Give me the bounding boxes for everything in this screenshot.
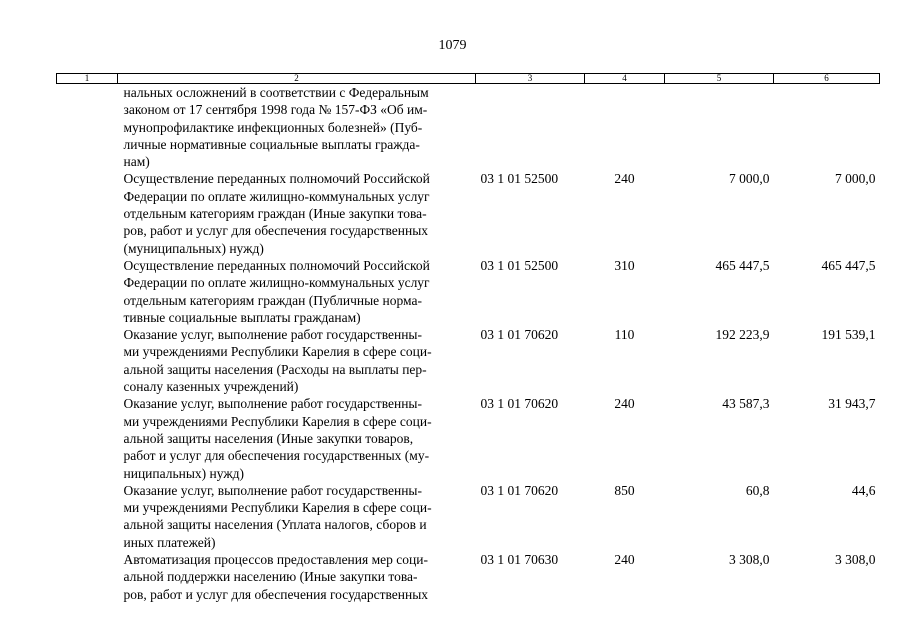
amount-year-2: 44,6 bbox=[851, 482, 876, 498]
column-header-1: 1 bbox=[57, 74, 118, 84]
amount-year-2: 191 539,1 bbox=[821, 327, 876, 343]
description-line: ров, работ и услуг для обеспечения государственных bbox=[123, 586, 429, 602]
amount-year-1: 192 223,9 bbox=[715, 327, 770, 343]
description-line: отдельным категориям граждан (Иные закупки това- bbox=[123, 206, 427, 222]
amount-year-2: 465 447,5 bbox=[821, 257, 876, 273]
empty-cell bbox=[57, 395, 118, 481]
expense-type-code: 310 bbox=[614, 257, 635, 273]
description-line: альной защиты населения (Расходы на выплаты пер- bbox=[123, 361, 427, 377]
description-line: отдельным категориям граждан (Публичные норма- bbox=[123, 292, 422, 308]
target-article-code: 03 1 01 70630 bbox=[480, 552, 559, 568]
column-header-4: 4 bbox=[585, 74, 665, 84]
description-line: работ и услуг для обеспечения государственных (му- bbox=[123, 448, 430, 464]
description-line: законом от 17 сентября 1998 года № 157-ФЗ «Об им- bbox=[123, 102, 428, 118]
description-line: мунопрофилактике инфекционных болезней» (Пуб- bbox=[123, 119, 423, 135]
description-line: альной защиты населения (Иные закупки товаров, bbox=[123, 430, 414, 446]
amount-year-2: 7 000,0 bbox=[835, 171, 876, 187]
description-line: тивные социальные выплаты гражданам) bbox=[123, 309, 361, 325]
empty-cell bbox=[57, 257, 118, 326]
description-line: альной поддержки населению (Иные закупки това- bbox=[123, 569, 418, 585]
header-row bbox=[57, 74, 880, 84]
description-line: Осуществление переданных полномочий Российской bbox=[123, 257, 430, 273]
description-line: соналу казенных учреждений) bbox=[123, 379, 299, 395]
amount-year-2 bbox=[774, 84, 880, 171]
expense-type-code: 110 bbox=[614, 327, 635, 343]
empty-cell bbox=[57, 482, 118, 551]
amount-year-1: 43 587,3 bbox=[722, 396, 770, 412]
target-article-code: 03 1 01 70620 bbox=[480, 396, 559, 412]
description-line: (муниципальных) нужд) bbox=[123, 240, 264, 256]
amount-year-1: 3 308,0 bbox=[729, 552, 770, 568]
item-description bbox=[118, 257, 476, 326]
empty-cell bbox=[57, 551, 118, 603]
target-article-code: 03 1 01 70620 bbox=[480, 327, 559, 343]
expense-type-code bbox=[585, 84, 665, 171]
empty-cell bbox=[57, 170, 118, 256]
description-line: нам) bbox=[123, 154, 150, 170]
target-article-code bbox=[476, 84, 585, 171]
description-line: ми учреждениями Республики Карелия в сфере соци- bbox=[123, 500, 432, 516]
expense-type-code: 240 bbox=[614, 552, 635, 568]
column-header-3: 3 bbox=[476, 74, 585, 84]
expense-type-code: 850 bbox=[614, 482, 635, 498]
amount-year-2: 3 308,0 bbox=[835, 552, 876, 568]
column-header-6: 6 bbox=[774, 74, 880, 84]
table-body bbox=[57, 84, 880, 603]
description-line: нальных осложнений в соответствии с Федеральным bbox=[123, 85, 429, 100]
description-line: ниципальных) нужд) bbox=[123, 465, 245, 481]
amount-year-2: 31 943,7 bbox=[828, 396, 876, 412]
amount-year-1: 465 447,5 bbox=[715, 257, 770, 273]
item-description bbox=[118, 395, 476, 481]
description-line: Осуществление переданных полномочий Российской bbox=[123, 171, 430, 187]
column-header-2: 2 bbox=[118, 74, 476, 84]
empty-cell bbox=[57, 84, 118, 171]
item-description bbox=[118, 551, 476, 603]
description-line: иных платежей) bbox=[123, 534, 216, 550]
item-description bbox=[118, 84, 476, 171]
page-number: 1079 bbox=[438, 38, 467, 53]
description-line: альной защиты населения (Уплата налогов, сборов и bbox=[123, 517, 427, 533]
table-row bbox=[57, 395, 880, 481]
description-line: ров, работ и услуг для обеспечения государственных bbox=[123, 223, 429, 239]
item-description bbox=[118, 170, 476, 256]
expense-type-code: 240 bbox=[614, 171, 635, 187]
target-article-code: 03 1 01 70620 bbox=[480, 482, 559, 498]
empty-cell bbox=[57, 326, 118, 395]
description-line: ми учреждениями Республики Карелия в сфере соци- bbox=[123, 413, 432, 429]
description-line: Оказание услуг, выполнение работ государственны- bbox=[123, 327, 423, 343]
item-description bbox=[118, 326, 476, 395]
item-description bbox=[118, 482, 476, 551]
target-article-code: 03 1 01 52500 bbox=[480, 171, 559, 187]
description-line: Федерации по оплате жилищно-коммунальных услуг bbox=[123, 275, 430, 291]
description-line: личные нормативные социальные выплаты гражда- bbox=[123, 136, 420, 152]
column-header-5: 5 bbox=[665, 74, 774, 84]
table-header bbox=[57, 74, 880, 84]
table-row bbox=[57, 84, 880, 171]
expense-type-code: 240 bbox=[614, 396, 635, 412]
description-line: Оказание услуг, выполнение работ государственны- bbox=[123, 482, 423, 498]
target-article-code: 03 1 01 52500 bbox=[480, 257, 559, 273]
amount-year-1: 60,8 bbox=[745, 482, 770, 498]
amount-year-1: 7 000,0 bbox=[729, 171, 770, 187]
table-row bbox=[57, 257, 880, 326]
description-line: ми учреждениями Республики Карелия в сфере соци- bbox=[123, 344, 432, 360]
amount-year-1 bbox=[665, 84, 774, 171]
table-row bbox=[57, 482, 880, 551]
table-row bbox=[57, 326, 880, 395]
budget-table bbox=[56, 73, 880, 603]
description-line: Федерации по оплате жилищно-коммунальных услуг bbox=[123, 188, 430, 204]
table-row bbox=[57, 170, 880, 256]
description-line: Автоматизация процессов предоставления мер соци- bbox=[123, 552, 428, 568]
table-row bbox=[57, 551, 880, 603]
description-line: Оказание услуг, выполнение работ государственны- bbox=[123, 396, 423, 412]
